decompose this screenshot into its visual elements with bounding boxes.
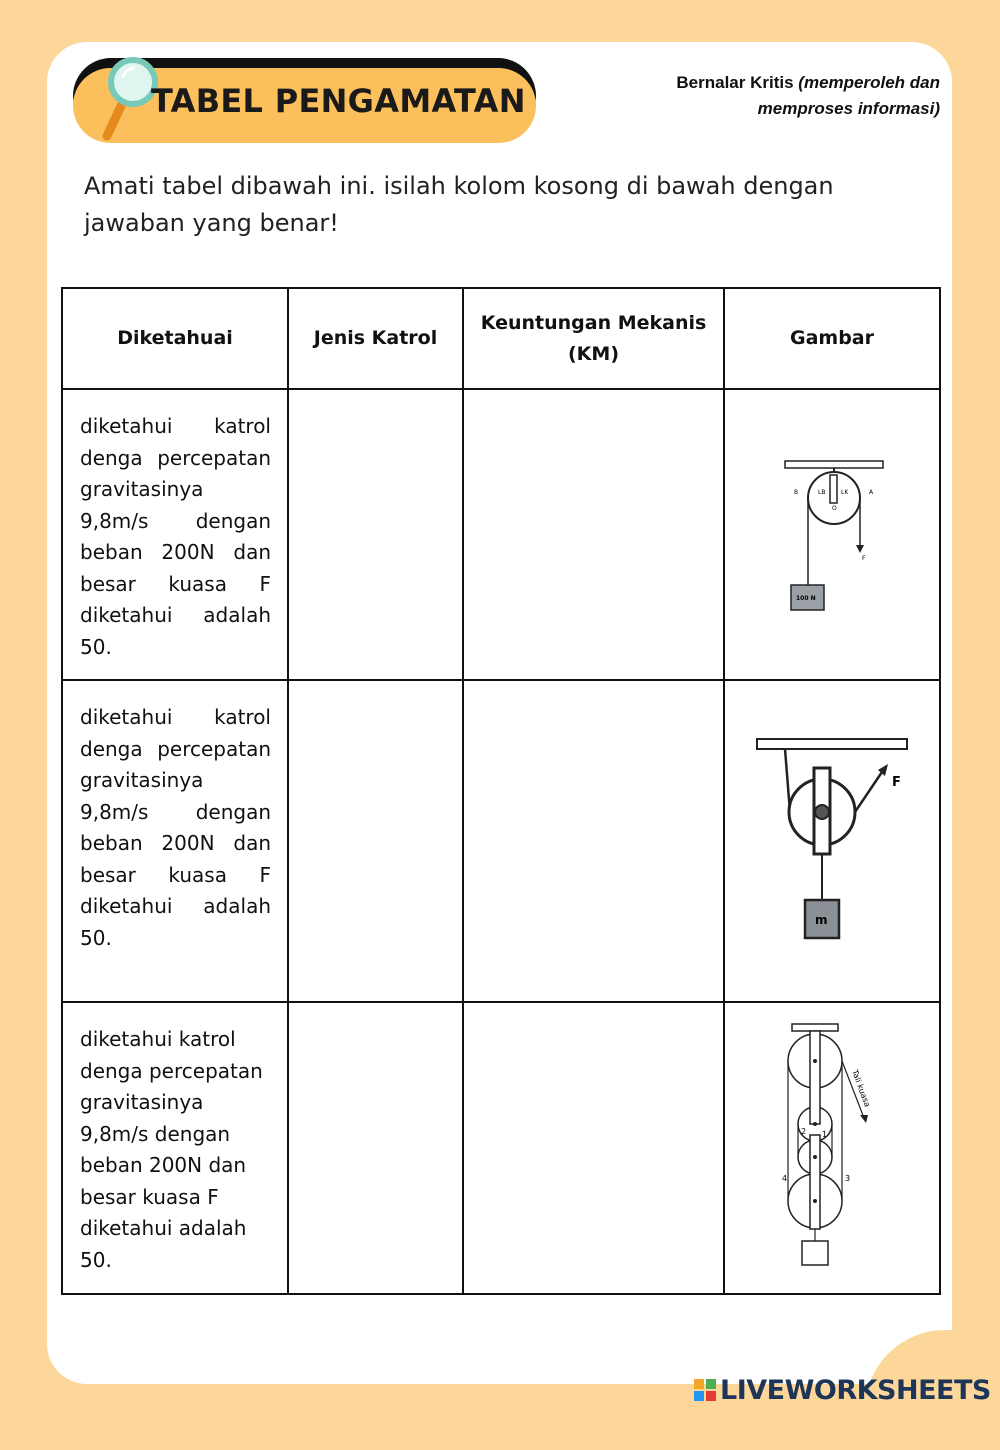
load-label: 100 N	[796, 594, 816, 602]
given-text: diketahui katrol denga percepatan gravitasinya 9,8m/s dengan beban 200N dan besar kuasa F diketahui adalah 50.	[80, 414, 271, 659]
header-pulley-type: Jenis Katrol	[288, 288, 463, 389]
answer-mechanical-advantage-1[interactable]	[463, 389, 724, 680]
svg-text:3: 3	[845, 1174, 851, 1183]
answer-pulley-type-2[interactable]	[288, 680, 463, 1002]
header-given: Diketahuai	[62, 288, 288, 389]
svg-text:2: 2	[801, 1127, 807, 1136]
instruction-text: Amati tabel dibawah ini. isilah kolom kosong di bawah dengan jawaban yang benar!	[84, 172, 834, 237]
header-mechanical-advantage: Keuntungan Mekanis (KM)	[463, 288, 724, 389]
given-text: diketahui katrol denga percepatan gravitasinya 9,8m/s dengan beban 200N dan besar kuasa F diketahui adalah 50.	[80, 705, 271, 950]
table-header-row	[62, 288, 940, 389]
movable-pulley-diagram	[752, 734, 912, 944]
label-lk: LK	[841, 488, 849, 496]
label-a: A	[869, 488, 874, 496]
table-row	[62, 1002, 940, 1294]
label-f: F	[892, 775, 901, 790]
label-o: O	[832, 504, 837, 512]
block-and-tackle-diagram	[782, 1021, 882, 1271]
answer-mechanical-advantage-3[interactable]	[463, 1002, 724, 1294]
rope-label: Tali kuasa	[850, 1068, 872, 1109]
page-title: TABEL PENGAMATAN	[151, 82, 526, 120]
fixed-pulley-diagram	[777, 453, 887, 613]
header-picture: Gambar	[724, 288, 940, 389]
liveworksheets-icon	[694, 1379, 716, 1401]
label-lb: LB	[818, 488, 826, 496]
title-banner	[73, 58, 536, 143]
svg-text:4: 4	[782, 1174, 788, 1183]
label-f: F	[862, 554, 866, 562]
liveworksheets-logo: LIVEWORKSHEETS	[694, 1372, 991, 1408]
load-label: m	[815, 913, 828, 927]
answer-pulley-type-3[interactable]	[288, 1002, 463, 1294]
table-row	[62, 680, 940, 1002]
skill-label: Bernalar Kritis (memperoleh dan memproses informasi)	[676, 73, 940, 118]
given-text: diketahui katrol denga percepatan gravitasinya 9,8m/s dengan beban 200N dan besar kuasa F diketahui adalah 50.	[80, 1027, 263, 1272]
table-row	[62, 389, 940, 680]
answer-pulley-type-1[interactable]	[288, 389, 463, 680]
observation-table	[61, 287, 941, 1295]
label-b: B	[794, 488, 799, 496]
svg-text:1: 1	[822, 1130, 828, 1139]
answer-mechanical-advantage-2[interactable]	[463, 680, 724, 1002]
